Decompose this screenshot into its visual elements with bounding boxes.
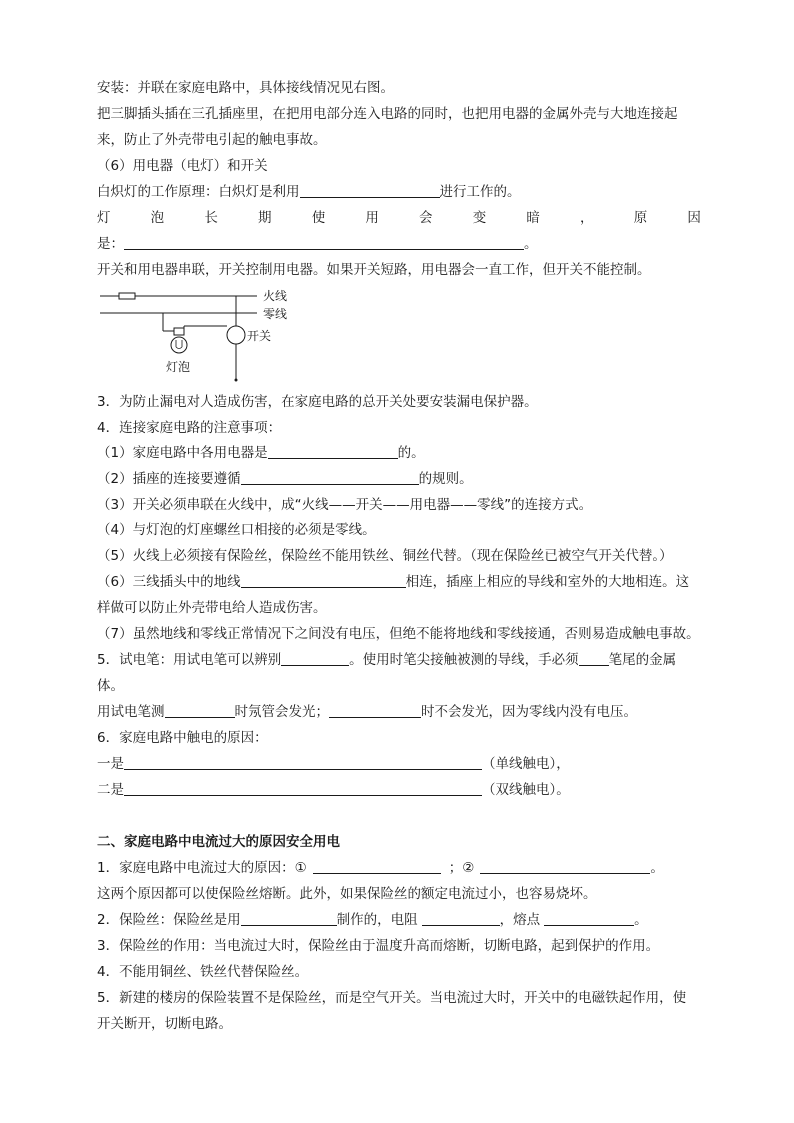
lamp-holder xyxy=(174,328,184,335)
text-line: 把三脚插头插在三孔插座里，在把用电部分连入电路的同时，也把用电器的金属外壳与大地连接起 xyxy=(97,106,678,122)
fill-blank[interactable] xyxy=(480,861,650,874)
text-line: 开关断开，切断电路。 xyxy=(97,1016,232,1032)
section-heading: 二、家庭电路中电流过大的原因安全用电 xyxy=(97,834,340,850)
text-line: 体。 xyxy=(97,678,124,694)
justified-char: 暗 xyxy=(526,210,540,226)
text-line: 3．为防止漏电对人造成伤害，在家庭电路的总开关处要安装漏电保护器。 xyxy=(97,394,538,410)
justified-char: ， xyxy=(580,210,594,226)
fill-blank[interactable] xyxy=(241,575,406,588)
text-line: 用试电笔测 时氖管会发光； 时不会发光，因为零线内没有电压。 xyxy=(97,704,637,720)
text-line: 5．试电笔：用试电笔可以辨别 。使用时笔尖接触被测的导线，手必须 笔尾的金属 xyxy=(97,652,677,668)
text-line: 一是 （单线触电）， xyxy=(97,756,570,772)
text-line: （5）火线上必须接有保险丝，保险丝不能用铁丝、铜丝代替。（现在保险丝已被空气开关代替。） xyxy=(97,548,673,564)
fill-blank[interactable] xyxy=(124,783,482,796)
text-line: 4．连接家庭电路的注意事项： xyxy=(97,420,282,436)
switch-symbol xyxy=(227,326,245,344)
text-line: 5．新建的楼房的保险装置不是保险丝，而是空气开关。当电流过大时，开关中的电磁铁起作用，使 xyxy=(97,990,687,1006)
text-line: 4．不能用铜丝、铁丝代替保险丝。 xyxy=(97,964,309,980)
fill-blank[interactable] xyxy=(281,653,349,666)
text-line: 来，防止了外壳带电引起的触电事故。 xyxy=(97,132,327,148)
justified-char: 会 xyxy=(419,210,433,226)
fill-blank[interactable] xyxy=(241,913,337,926)
justified-char: 变 xyxy=(472,210,487,226)
justified-char: 泡 xyxy=(150,210,165,226)
text-line: 开关和用电器串联，开关控制用电器。如果开关短路，用电器会一直工作，但开关不能控制。 xyxy=(97,262,651,278)
text-line: 二是 （双线触电）。 xyxy=(97,782,570,798)
switch-label: 开关 xyxy=(247,329,272,343)
justified-text-line xyxy=(97,210,701,226)
bulb-label: 灯泡 xyxy=(166,360,191,374)
fuse xyxy=(119,293,135,299)
text-line: 安装：并联在家庭电路中，具体接线情况见右图。 xyxy=(97,80,394,96)
fill-blank[interactable] xyxy=(313,861,441,874)
text-line: 1．家庭电路中电流过大的原因：① ；② 。 xyxy=(97,860,664,876)
text-line: （2）插座的连接要遵循 的规则。 xyxy=(97,471,473,487)
text-line: 2．保险丝：保险丝是用 制作的，电阻 ，熔点 。 xyxy=(97,912,648,928)
fill-blank[interactable] xyxy=(268,446,398,459)
justified-char: 使 xyxy=(311,210,326,226)
fill-blank[interactable] xyxy=(124,757,482,770)
fill-blank[interactable] xyxy=(579,653,609,666)
bulb-symbol xyxy=(171,337,187,353)
fill-blank[interactable] xyxy=(241,472,419,485)
live-wire-label: 火线 xyxy=(263,289,288,303)
justified-char: 灯 xyxy=(97,210,111,226)
section-subtitle: （6）用电器（电灯）和开关 xyxy=(97,158,268,174)
justified-char: 期 xyxy=(258,210,272,226)
fill-blank[interactable] xyxy=(300,185,440,198)
justified-char: 长 xyxy=(204,210,218,226)
text-line: （6）三线插头中的地线 相连，插座上相应的导线和室外的大地相连。这 xyxy=(97,574,690,590)
text-line: 这两个原因都可以使保险丝熔断。此外，如果保险丝的额定电流过小，也容易烧坏。 xyxy=(97,886,597,902)
justified-char: 因 xyxy=(687,210,701,226)
text-line: （7）虽然地线和零线正常情况下之间没有电压，但绝不能将地线和零线接通，否则易造成触电事故。 xyxy=(97,626,700,642)
wiring-diagram xyxy=(97,284,307,384)
fill-blank[interactable] xyxy=(422,913,500,926)
fill-blank[interactable] xyxy=(544,913,634,926)
text-line: 3．保险丝的作用：当电流过大时，保险丝由于温度升高而熔断，切断电路，起到保护的作用。 xyxy=(97,938,660,954)
text-line: 是： 。 xyxy=(97,236,538,252)
text-line: 6．家庭电路中触电的原因： xyxy=(97,730,268,746)
fill-blank[interactable] xyxy=(124,237,524,250)
text-line: （1）家庭电路中各用电器是 的。 xyxy=(97,445,425,461)
text-line: （3）开关必须串联在火线中，成“火线——开关——用电器——零线”的连接方式。 xyxy=(97,497,593,513)
justified-char: 原 xyxy=(633,210,648,226)
neutral-wire-label: 零线 xyxy=(263,307,288,321)
text-line: （4）与灯泡的灯座螺丝口相接的必须是零线。 xyxy=(97,522,376,538)
fill-blank[interactable] xyxy=(329,705,421,718)
text-line: 样做可以防止外壳带电给人造成伤害。 xyxy=(97,600,327,616)
fill-blank[interactable] xyxy=(165,705,235,718)
text-line: 白炽灯的工作原理：白炽灯是利用 进行工作的。 xyxy=(97,184,521,200)
justified-char: 用 xyxy=(365,210,379,226)
